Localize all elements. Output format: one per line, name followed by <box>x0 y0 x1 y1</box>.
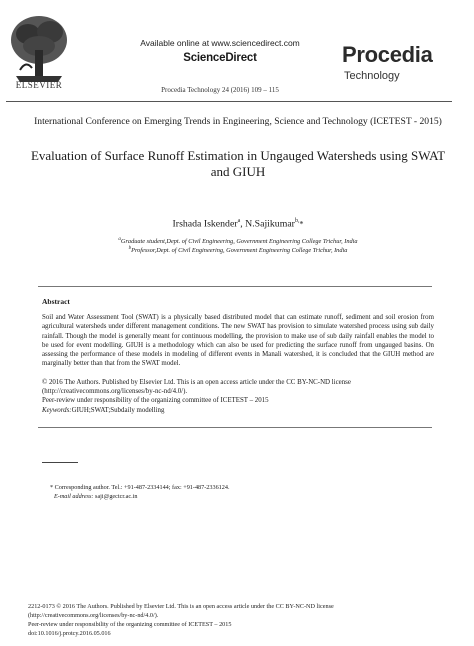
sciencedirect-logo-text: ScienceDirect <box>183 52 257 64</box>
journal-citation: Procedia Technology 24 (2016) 109 – 115 <box>161 86 279 94</box>
email-address[interactable]: saji@gectcr.ac.in <box>95 493 138 500</box>
license-link[interactable]: (http://creativecommons.org/licenses/by-nc-nd/4.0/). <box>42 388 188 395</box>
footer-copyright: 2212-0173 © 2016 The Authors. Published by Elsevier Ltd. This is an open access article under the CC BY-NC-ND license <box>28 603 334 610</box>
footer-license-link[interactable]: (http://creativecommons.org/licenses/by-nc-nd/4.0/). <box>28 612 159 619</box>
affiliation-mark: a <box>118 237 121 242</box>
affiliation-text: Professor,Dept. of Civil Engineering, Government Engineering College Trichur, India <box>131 247 348 255</box>
footnote-divider <box>42 462 78 463</box>
corresponding-mark: * <box>299 219 304 229</box>
author-list <box>60 218 416 229</box>
peer-review-line: Peer-review under responsibility of the organizing committee of ICETEST – 2015 <box>42 397 269 404</box>
footer-peer-review: Peer-review under responsibility of the organizing committee of ICETEST – 2015 <box>28 621 232 628</box>
journal-logo-title: Procedia <box>342 42 433 67</box>
abstract-body: Soil and Water Assessment Tool (SWAT) is a physically based distributed model that can estimate runoff, sediment and soil erosion from agricultural watersheds under different management conditions. The new SWAT has provision to simulate watershed process using sub daily rainfall. Though the model is generally meant for continuous modelling, the provision to make use of sub daily rainfall enables the model to be used for event modelling. GIUH is a methodology which can also be used for predicting the surface runoff from ungauged basins. On assessing the performance of these models in modeling of different events in Manali watershed, it is concluded that the GIUH method are marginally better than that from the SWAT model. <box>42 314 434 368</box>
author-name: N.Sajikumar <box>245 218 295 230</box>
elsevier-tree-logo <box>6 6 72 90</box>
abstract-heading: Abstract <box>42 297 70 306</box>
author-affil-mark: b, <box>294 218 300 224</box>
keywords-text: GIUH;SWAT;Subdaily modelling <box>71 407 165 414</box>
email-label: E-mail address: <box>54 493 94 500</box>
affiliation-text: Graduate student,Dept. of Civil Engineering, Government Engineering College Trichur, India <box>120 238 358 246</box>
affiliation <box>60 246 416 254</box>
affiliation-mark: b <box>128 246 132 251</box>
author-separator: , <box>240 218 246 230</box>
corresponding-author-note: * Corresponding author. Tel.: +91-487-2334144; fax: +91-487-2336124. <box>50 484 230 491</box>
abstract-bottom-divider <box>38 427 432 428</box>
keywords-label: Keywords: <box>42 407 72 414</box>
copyright-line: © 2016 The Authors. Published by Elsevier Ltd. This is an open access article under the CC BY-NC-ND license <box>42 379 351 386</box>
header-divider <box>6 101 452 102</box>
author-affil-mark: a <box>237 218 241 224</box>
email-note <box>54 493 434 502</box>
conference-name: International Conference on Emerging Trends in Engineering, Science and Technology (ICETEST - 2015) <box>34 116 442 127</box>
keywords-line <box>42 406 442 415</box>
abstract-top-divider <box>38 286 432 287</box>
affiliation <box>60 237 416 245</box>
author-name: Irshada Iskender <box>172 218 238 230</box>
journal-logo-subtitle: Technology <box>344 70 400 82</box>
paper-title: Evaluation of Surface Runoff Estimation in Ungauged Watersheds using SWAT and GIUH <box>30 148 446 179</box>
available-online-text: Available online at www.sciencedirect.com <box>140 38 300 48</box>
publisher-name: ELSEVIER <box>15 80 63 90</box>
footer-doi[interactable]: doi:10.1016/j.protcy.2016.05.016 <box>28 630 111 637</box>
